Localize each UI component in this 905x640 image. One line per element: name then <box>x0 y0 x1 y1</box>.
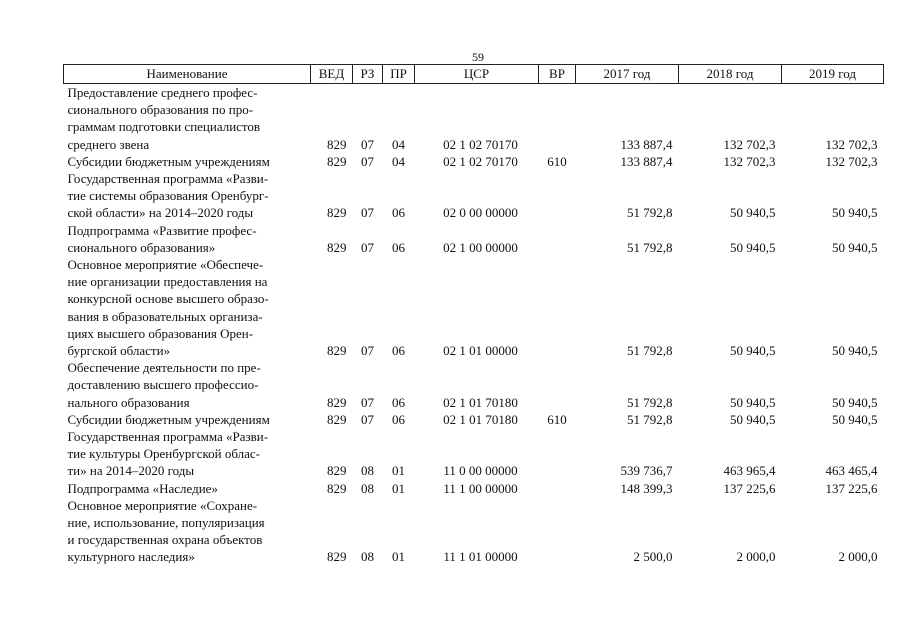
ved-cell: 829 <box>327 343 347 359</box>
csr-cell: 02 0 00 00000 <box>443 205 518 221</box>
csr-cell: 02 1 02 70170 <box>443 153 518 169</box>
rz-cell: 07 <box>361 239 374 255</box>
row-name-line: ние организации предоставления на <box>67 274 268 290</box>
column-header-ved: ВЕД <box>311 65 353 84</box>
page-number: 59 <box>472 50 484 64</box>
vr-cell <box>539 359 576 411</box>
rz-cell: 07 <box>361 153 374 169</box>
csr-cell: 11 1 01 00000 <box>443 549 518 565</box>
amount-2019-cell: 50 940,5 <box>832 205 878 221</box>
row-name-line: тие системы образования Оренбург- <box>67 188 269 204</box>
row-name-line: сионального образования по про- <box>67 102 254 118</box>
ved-cell: 829 <box>327 136 347 152</box>
ved-cell: 829 <box>327 480 347 496</box>
ved-cell: 829 <box>327 205 347 221</box>
ved-cell: 829 <box>327 549 347 565</box>
amount-2017-cell: 539 736,7 <box>620 463 673 479</box>
row-name-cell <box>64 84 311 153</box>
amount-2018-cell: 50 940,5 <box>730 239 776 255</box>
amount-2018-cell: 132 702,3 <box>723 153 776 169</box>
row-name-line: Подпрограмма «Развитие профес- <box>67 222 257 238</box>
csr-cell: 02 1 02 70170 <box>443 136 518 152</box>
row-name-line: и государственная охрана объектов <box>67 532 263 548</box>
amount-2019-cell: 50 940,5 <box>832 343 878 359</box>
table-body <box>64 84 884 566</box>
ved-cell: 829 <box>327 463 347 479</box>
column-header-2019: 2019 год <box>782 65 884 84</box>
row-name-line: нального образования <box>67 394 190 410</box>
table-row <box>64 84 884 153</box>
csr-cell: 11 0 00 00000 <box>443 463 518 479</box>
amount-2018-cell: 137 225,6 <box>723 480 776 496</box>
row-name-line: конкурсной основе высшего образо- <box>67 291 269 307</box>
table-row <box>64 497 884 566</box>
amount-2017-cell: 51 792,8 <box>627 239 673 255</box>
pr-cell: 04 <box>392 136 405 152</box>
row-name-line: граммам подготовки специалистов <box>67 119 261 135</box>
amount-2019-cell: 463 465,4 <box>825 463 878 479</box>
column-header-2017: 2017 год <box>576 65 679 84</box>
row-name-cell <box>64 256 311 359</box>
ved-cell: 829 <box>327 153 347 169</box>
column-header-rz: РЗ <box>353 65 383 84</box>
rz-cell: 07 <box>361 411 374 427</box>
row-name-line: ти» на 2014–2020 годы <box>67 463 195 479</box>
rz-cell: 08 <box>361 480 374 496</box>
amount-2017-cell: 148 399,3 <box>620 480 673 496</box>
ved-cell: 829 <box>327 411 347 427</box>
vr-cell <box>539 170 576 222</box>
column-header-name: Наименование <box>64 65 311 84</box>
vr-cell <box>539 256 576 359</box>
amount-2019-cell: 50 940,5 <box>832 394 878 410</box>
row-name-line: ние, использование, популяризация <box>67 515 265 531</box>
vr-cell <box>539 428 576 480</box>
pr-cell: 06 <box>392 411 405 427</box>
row-name-line: Основное мероприятие «Обеспече- <box>67 257 264 273</box>
row-name-cell <box>64 480 311 497</box>
csr-cell: 02 1 01 70180 <box>443 394 518 410</box>
column-header-pr: ПР <box>383 65 415 84</box>
amount-2018-cell: 2 000,0 <box>736 549 776 565</box>
row-name-line: культурного наследия» <box>67 549 195 565</box>
row-name-cell <box>64 359 311 411</box>
row-name-line: тие культуры Оренбургской облас- <box>67 446 260 462</box>
row-name-line: Обеспечение деятельности по пре- <box>67 360 261 376</box>
pr-cell: 01 <box>392 480 405 496</box>
row-name-cell <box>64 153 311 170</box>
ved-cell: 829 <box>327 394 347 410</box>
amount-2017-cell: 133 887,4 <box>620 153 673 169</box>
amount-2018-cell: 50 940,5 <box>730 411 776 427</box>
amount-2019-cell: 132 702,3 <box>825 153 878 169</box>
row-name-line: Предоставление среднего профес- <box>67 85 258 100</box>
vr-cell: 610 <box>547 153 567 169</box>
rz-cell: 07 <box>361 205 374 221</box>
vr-cell: 610 <box>547 411 567 427</box>
column-header-2018: 2018 год <box>679 65 782 84</box>
vr-cell <box>539 84 576 153</box>
row-name-line: циях высшего образования Орен- <box>67 325 254 341</box>
row-name-cell <box>64 222 311 256</box>
table-header <box>64 65 884 84</box>
row-name-line: Субсидии бюджетным учреждениям <box>67 153 270 169</box>
amount-2018-cell: 50 940,5 <box>730 205 776 221</box>
table-row <box>64 359 884 411</box>
row-name-line: Государственная программа «Разви- <box>67 171 269 187</box>
table-row <box>64 170 884 222</box>
row-name-line: среднего звена <box>67 136 150 152</box>
pr-cell: 04 <box>392 153 405 169</box>
table-row <box>64 153 884 170</box>
row-name-cell <box>64 428 311 480</box>
amount-2019-cell: 50 940,5 <box>832 239 878 255</box>
pr-cell: 01 <box>392 463 405 479</box>
table-row <box>64 222 884 256</box>
pr-cell: 06 <box>392 239 405 255</box>
table-row <box>64 256 884 359</box>
csr-cell: 02 1 01 00000 <box>443 343 518 359</box>
rz-cell: 07 <box>361 343 374 359</box>
pr-cell: 01 <box>392 549 405 565</box>
row-name-line: бургской области» <box>67 343 171 359</box>
table-row <box>64 480 884 497</box>
row-name-cell <box>64 497 311 566</box>
amount-2019-cell: 50 940,5 <box>832 411 878 427</box>
rz-cell: 08 <box>361 549 374 565</box>
row-name-line: доставлению высшего профессио- <box>67 377 259 393</box>
rz-cell: 08 <box>361 463 374 479</box>
column-header-vr: ВР <box>539 65 576 84</box>
row-name-line: Субсидии бюджетным учреждениям <box>67 411 270 427</box>
amount-2019-cell: 137 225,6 <box>825 480 878 496</box>
amount-2017-cell: 133 887,4 <box>620 136 673 152</box>
amount-2018-cell: 50 940,5 <box>730 343 776 359</box>
row-name-cell <box>64 411 311 428</box>
row-name-line: Основное мероприятие «Сохране- <box>67 497 258 513</box>
vr-cell <box>539 497 576 566</box>
amount-2018-cell: 463 965,4 <box>723 463 776 479</box>
pr-cell: 06 <box>392 394 405 410</box>
amount-2017-cell: 51 792,8 <box>627 411 673 427</box>
amount-2017-cell: 51 792,8 <box>627 205 673 221</box>
table-row <box>64 411 884 428</box>
row-name-line: Государственная программа «Разви- <box>67 429 269 445</box>
amount-2018-cell: 50 940,5 <box>730 394 776 410</box>
row-name-line: сионального образования» <box>67 239 216 255</box>
budget-table <box>63 64 884 566</box>
pr-cell: 06 <box>392 205 405 221</box>
amount-2017-cell: 2 500,0 <box>633 549 673 565</box>
vr-cell <box>539 480 576 497</box>
amount-2019-cell: 132 702,3 <box>825 136 878 152</box>
row-name-cell <box>64 170 311 222</box>
row-name-line: ской области» на 2014–2020 годы <box>67 205 254 221</box>
vr-cell <box>539 222 576 256</box>
table-row <box>64 428 884 480</box>
pr-cell: 06 <box>392 343 405 359</box>
amount-2017-cell: 51 792,8 <box>627 343 673 359</box>
row-name-line: Подпрограмма «Наследие» <box>67 480 218 496</box>
rz-cell: 07 <box>361 136 374 152</box>
csr-cell: 02 1 01 70180 <box>443 411 518 427</box>
row-name-line: вания в образовательных организа- <box>67 308 263 324</box>
amount-2017-cell: 51 792,8 <box>627 394 673 410</box>
column-header-csr: ЦСР <box>415 65 539 84</box>
amount-2019-cell: 2 000,0 <box>838 549 878 565</box>
amount-2018-cell: 132 702,3 <box>723 136 776 152</box>
ved-cell: 829 <box>327 239 347 255</box>
rz-cell: 07 <box>361 394 374 410</box>
csr-cell: 11 1 00 00000 <box>443 480 518 496</box>
csr-cell: 02 1 00 00000 <box>443 239 518 255</box>
